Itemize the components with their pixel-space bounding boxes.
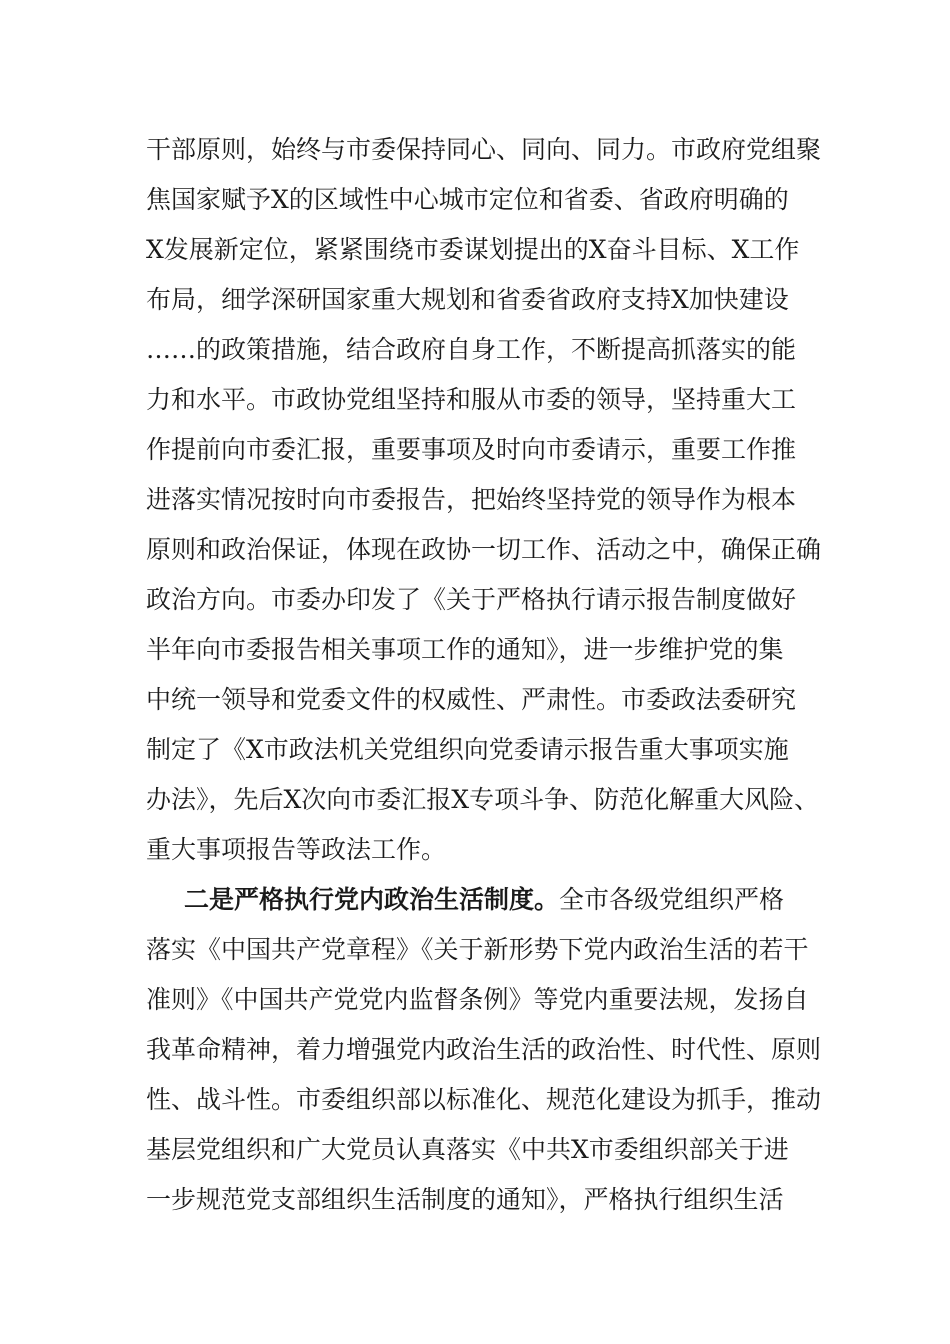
text-line: 力和水平。市政协党组坚持和服从市委的领导，坚持重大工 <box>146 385 797 414</box>
text-line: 焦国家赋予X的区域性中心城市定位和省委、省政府明确的 <box>146 185 789 214</box>
paragraph-heading-line <box>184 880 826 920</box>
text-line: 布局，细学深研国家重大规划和省委省政府支持X加快建设 <box>146 285 789 314</box>
text-line: 基层党组织和广大党员认真落实《中共X市委组织部关于进 <box>146 1135 789 1164</box>
text-line: 一步规范党支部组织生活制度的通知》，严格执行组织生活 <box>146 1185 784 1214</box>
text-line: 重大事项报告等政法工作。 <box>146 835 447 864</box>
text-line: 作提前向市委汇报，重要事项及时向市委请示，重要工作推 <box>146 435 797 464</box>
text-span: 全市各级党组织严格 <box>559 885 785 914</box>
text-line: 进落实情况按时向市委报告，把始终坚持党的领导作为根本 <box>146 485 797 514</box>
text-line: 性、战斗性。市委组织部以标准化、规范化建设为抓手，推动 <box>146 1085 822 1114</box>
text-line: 半年向市委报告相关事项工作的通知》，进一步维护党的集 <box>146 635 784 664</box>
text-line: 政治方向。市委办印发了《关于严格执行请示报告制度做好 <box>146 585 797 614</box>
text-line: 我革命精神，着力增强党内政治生活的政治性、时代性、原则 <box>146 1035 822 1064</box>
bold-lead-in: 二是严格执行党内政治生活制度。 <box>184 885 560 914</box>
text-line: 中统一领导和党委文件的权威性、严肃性。市委政法委研究 <box>146 685 797 714</box>
text-line: 办法》，先后X次向市委汇报X专项斗争、防范化解重大风险、 <box>146 785 820 814</box>
text-line: X发展新定位，紧紧围绕市委谋划提出的X奋斗目标、X工作 <box>146 235 800 264</box>
text-line: 干部原则，始终与市委保持同心、同向、同力。市政府党组聚 <box>146 135 822 164</box>
text-line: 落实《中国共产党章程》《关于新形势下党内政治生活的若干 <box>146 935 809 964</box>
text-line: 准则》《中国共产党党内监督条例》等党内重要法规，发扬自 <box>146 985 809 1014</box>
text-line: ……的政策措施，结合政府自身工作，不断提高抓落实的能 <box>146 335 797 364</box>
text-line: 制定了《X市政法机关党组织向党委请示报告重大事项实施 <box>146 735 789 764</box>
text-line: 原则和政治保证，体现在政协一切工作、活动之中，确保正确 <box>146 535 822 564</box>
